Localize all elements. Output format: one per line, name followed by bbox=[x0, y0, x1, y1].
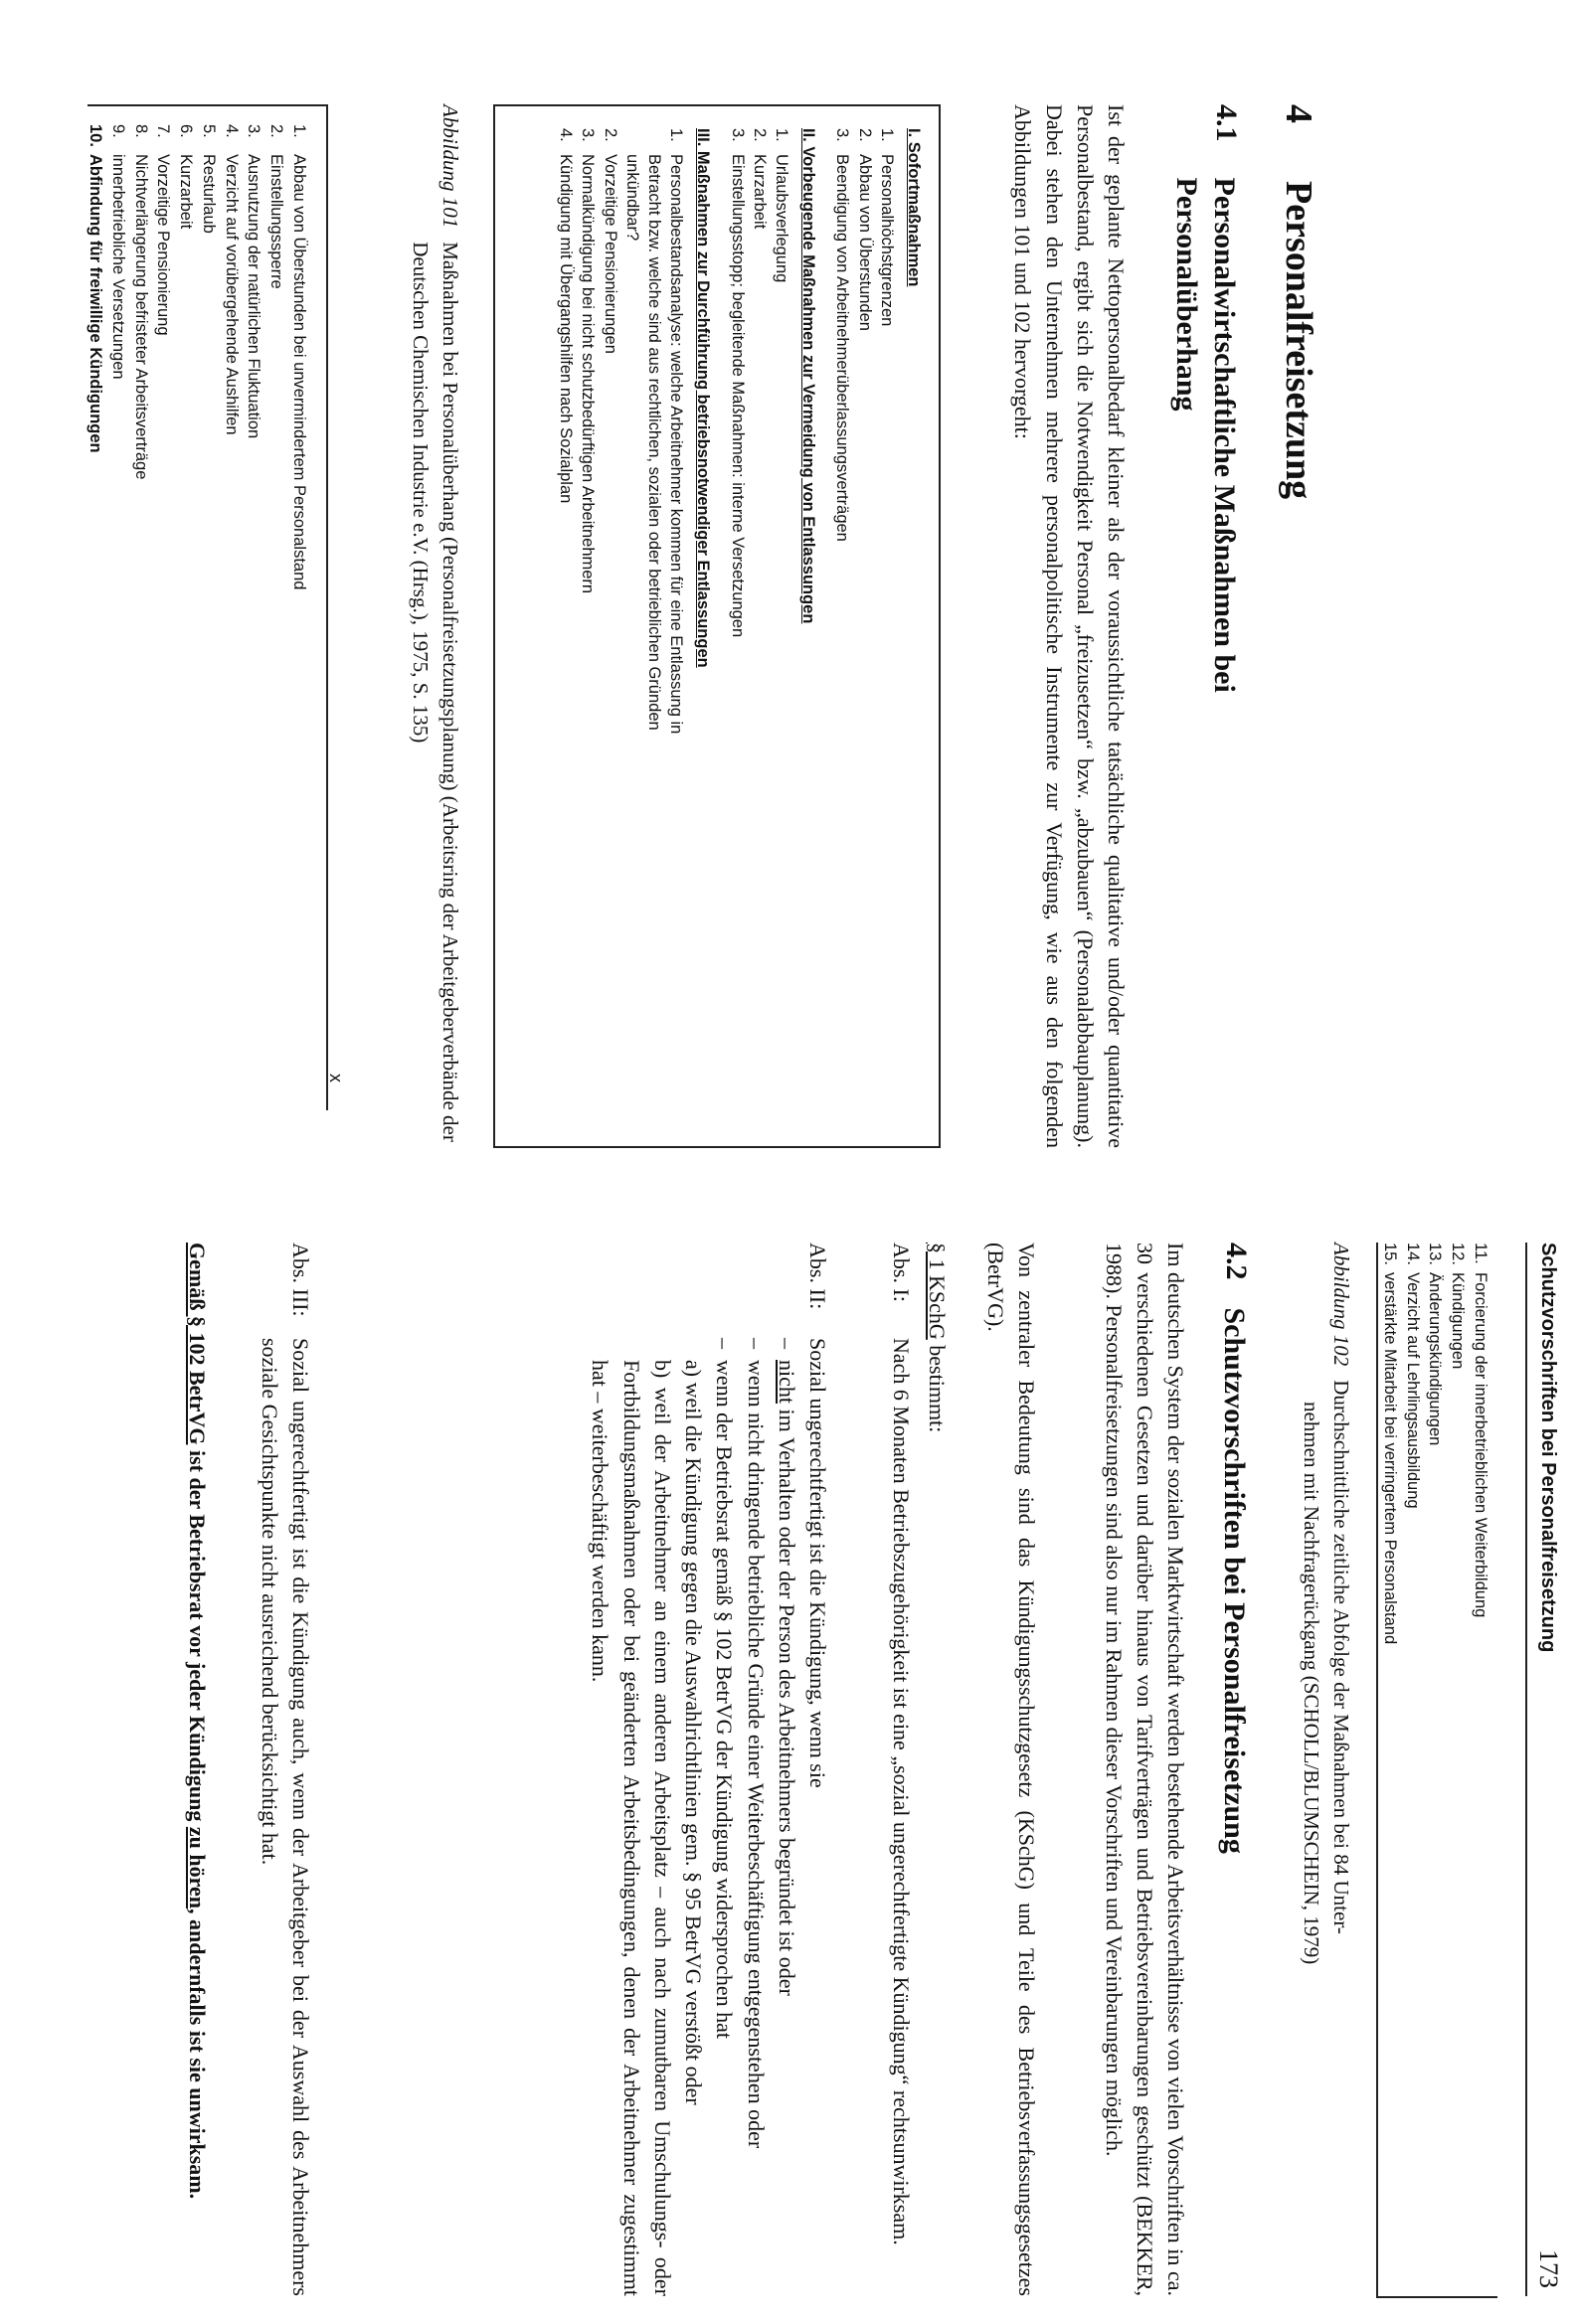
figure-102-box-left bbox=[88, 104, 328, 1110]
list-item: 11. Forcierung der innerbetrieblichen Weiterbildung bbox=[1472, 1243, 1489, 1618]
list-item: 13. Änderungskündigungen bbox=[1426, 1243, 1445, 1446]
list-item: 2. Vorzeitige Pensionierungen bbox=[601, 128, 619, 354]
list-item: 12. Kündigungen bbox=[1449, 1243, 1468, 1370]
sub-item-a: a) weil die Kündigung gegen die Auswahlrichtlinien gem. § 95 BetrVG verstößt oder bbox=[681, 1360, 707, 2105]
list-item: 1. Personalbestandsanalyse: welche Arbeitnehmer kommen für eine Entlassung in Betracht bzw. welche sind aus rechtlichen, sozialen oder betrieblichen Gründen unkündbar? bbox=[622, 128, 686, 735]
page-number: 173 bbox=[1534, 2249, 1563, 2288]
bullet-item: – wenn nicht dringende betriebliche Gründe einer Weiterbeschäftigung entgegenstehen oder bbox=[743, 1338, 769, 2149]
measures-group-2 bbox=[726, 128, 817, 1124]
list-item: 14. Verzicht auf Lehrlingsausbildung bbox=[1403, 1243, 1422, 1509]
paragraph-text: Sozial ungerechtfertigt ist die Kündigung, wenn sie bbox=[805, 1338, 830, 1788]
section-number: 4.2 bbox=[1220, 1243, 1253, 1280]
figure-101-box bbox=[493, 104, 941, 1148]
measures-group-3 bbox=[555, 128, 713, 1124]
chapter-title: Personalfreisetzung bbox=[1278, 181, 1319, 500]
abs-2 bbox=[585, 1243, 833, 2296]
list-item: 7. Vorzeitige Pensionierung bbox=[154, 124, 173, 336]
list-item: 1. Urlaubsverlegung bbox=[773, 128, 791, 283]
paragraph-label: Abs. II: bbox=[805, 1243, 830, 1310]
running-title: Schutzvorschriften bei Personalfreisetzung bbox=[1537, 1243, 1559, 1653]
section-4-1-heading bbox=[1168, 104, 1243, 1079]
list-item: 3. Normalkündigung bei nicht schutzbedürftigen Arbeitnehmern bbox=[579, 128, 598, 594]
section-4-2-paragraph-1: Im deutschen System der sozialen Marktwirtschaft werden bestehende Arbeitsverhältnisse von vielen Vorschriften in ca. 30 verschiedenen Gesetzen und darüber hinaus von Tarifverträgen und Betriebsvereinbarungen geschützt (BEKKER, 1988). Personalfreisetzungen sind also nur im Rahmen dieser Vorschriften und Vereinbarungen möglich. bbox=[1101, 1243, 1188, 2296]
list-item: 2. Abbau von Überstunden bbox=[855, 128, 874, 331]
figure-102-mark: x bbox=[326, 1074, 346, 1082]
sub-item-b: b) weil der Arbeitnehmer an einem anderen Arbeitsplatz – auch nach zumutbaren Umschulungs- oder Fortbildungsmaßnahmen oder bei geänderten Arbeitsbedingungen, denen der Arbeitnehmer zugestimmt hat – weiterbeschäftigt werden kann. bbox=[588, 1360, 675, 2296]
figure-101-caption bbox=[405, 104, 465, 1148]
bullet-item: – nicht im Verhalten oder der Person des Arbeitnehmers begründet ist oder bbox=[774, 1338, 799, 1996]
figure-102-box-right bbox=[1376, 1243, 1497, 2298]
bullet-item: – wenn der Betriebsrat gemäß § 102 BetrVG der Kündigung widersprochen hat bbox=[712, 1338, 738, 2040]
section-title: Schutzvorschriften bei Personalfreisetzung bbox=[1218, 1307, 1251, 1854]
list-item: 1. Personalhöchstgrenzen bbox=[878, 128, 896, 327]
list-item: 10. Abfindung für freiwillige Kündigungen bbox=[87, 124, 105, 453]
measures-group-1 bbox=[831, 128, 923, 1124]
list-item: 3. Einstellungsstopp; begleitende Maßnahmen: interne Versetzungen bbox=[728, 128, 747, 638]
list-item: 3. Beendigung von Arbeitnehmerüberlassungsverträgen bbox=[833, 128, 852, 542]
section-number: 4.1 bbox=[1210, 104, 1243, 142]
caption-text: Durchschnittliche zeitliche Abfolge der Maßnahmen bei 84 Unter- bbox=[1329, 1380, 1353, 1934]
right-column bbox=[0, 1213, 1577, 2324]
paragraph-text: Sozial ungerechtfertigt ist die Kündigung auch, wenn der Arbeitgeber bei der Auswahl des Arbeitnehmers soziale Gesichtspunkte nicht ausreichend berücksichtigt hat. bbox=[257, 1338, 313, 2296]
abs-1 bbox=[886, 1243, 917, 2296]
paragraph-text: Nach 6 Monaten Betriebszugehörigkeit ist eine „sozial ungerechtfertigte Kündigung“ rechtsunwirksam. bbox=[889, 1338, 914, 2245]
caption-text-continued: nehmen mit Nachfragerückgang (SCHOLL/BLUMSCHEIN, 1979) bbox=[1299, 1402, 1323, 1965]
group-heading: III. Maßnahmen zur Durchführung betriebsnotwendiger Entlassungen bbox=[694, 128, 713, 668]
section-4-1-paragraph: Ist der geplante Nettopersonalbedarf kleiner als der voraussichtliche tatsächliche qualitative und/oder quantitative Personalbestand, ergibt sich die Notwendigkeit Personal „freizusetzen“ bzw. „abzubauen“ (Personalabbauplanung). Dabei stehen den Unternehmen mehrere personalpolitische Instrumente zur Verfügung, wie aus den folgenden Abbildungen 101 und 102 hervorgeht: bbox=[1010, 104, 1129, 1148]
figure-102-caption bbox=[1296, 1243, 1356, 2296]
list-item: 4. Verzicht auf vorübergehende Aushilfen bbox=[222, 124, 241, 435]
list-item: 2. Kurzarbeit bbox=[750, 128, 769, 230]
section-4-2-heading bbox=[1216, 1243, 1254, 1854]
list-item: 5. Resturlaub bbox=[199, 124, 218, 234]
caption-text: Maßnahmen bei Personalüberhang (Personalfreisetzungsplanung) (Arbeitsring der Arbeitgeberverbände der Deutschen Chemischen Industrie e.V. (Hrsg.), 1975, S. 135) bbox=[408, 242, 462, 1142]
paragraph-label: Abs. III: bbox=[288, 1243, 313, 1317]
chapter-heading bbox=[1277, 104, 1320, 499]
chapter-number: 4 bbox=[1278, 104, 1319, 123]
list-item: 3. Ausnutzung der natürlichen Fluktuation bbox=[245, 124, 263, 439]
list-item: 4. Kündigung mit Übergangshilfen nach Sozialplan bbox=[557, 128, 576, 504]
list-item: 2. Einstellungssperre bbox=[267, 124, 286, 289]
list-item: 9. innerbetriebliche Versetzungen bbox=[108, 124, 127, 380]
group-heading: II. Vorbeugende Maßnahmen zur Vermeidung von Entlassungen bbox=[799, 128, 818, 624]
list-item: 1. Abbau von Überstunden bei unvermindertem Personalstand bbox=[290, 124, 308, 590]
running-header bbox=[1525, 1243, 1569, 2296]
kschg-intro: § 1 KSchG bestimmt: bbox=[925, 1243, 950, 1433]
law-reference: § 1 KSchG bbox=[925, 1243, 950, 1340]
paragraph-label: Abs. I: bbox=[889, 1243, 914, 1302]
caption-label: Abbildung 102 bbox=[1329, 1243, 1353, 1367]
list-item: 15. verstärkte Mitarbeit bei verringertem Personalstand bbox=[1380, 1243, 1399, 1645]
section-title: Personalwirtschaftliche Maßnahmen bei Personalüberhang bbox=[1170, 177, 1241, 693]
section-4-2-paragraph-2: Von zentraler Bedeutung sind das Kündigungsschutzgesetz (KSchG) und Teile des Betriebsverfassungsgesetzes (BetrVG). bbox=[982, 1243, 1039, 2296]
list-item: 8. Nichtverlängerung befristeter Arbeitsverträge bbox=[131, 124, 150, 480]
final-statement: Gemäß § 102 BetrVG ist der Betriebsrat vor jeder Kündigung zu hören, andernfalls ist sie unwirksam. bbox=[185, 1243, 210, 2200]
caption-label: Abbildung 101 bbox=[438, 104, 462, 229]
list-item: 6. Kurzarbeit bbox=[177, 124, 196, 230]
abs-3 bbox=[255, 1243, 316, 2296]
group-heading: I. Sofortmaßnahmen bbox=[905, 128, 923, 287]
column-gap bbox=[284, 1193, 1279, 1195]
